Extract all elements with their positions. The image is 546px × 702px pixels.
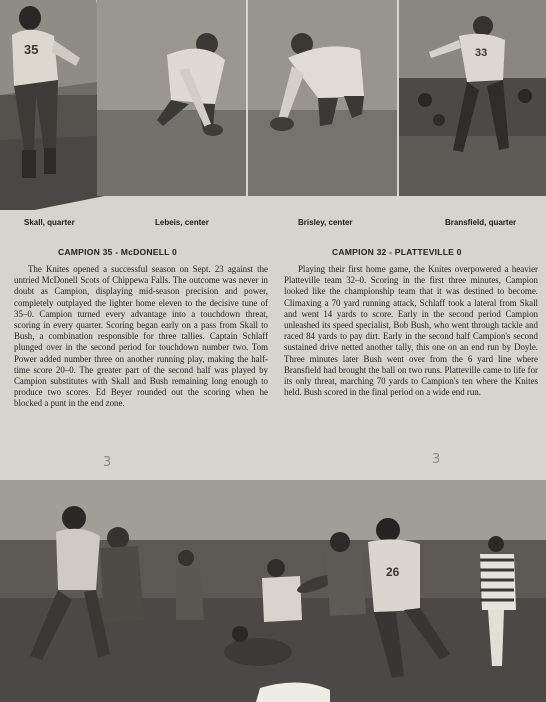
caption-lebeis: Lebeis, center (155, 218, 209, 227)
photo-game-action (0, 480, 546, 702)
article-heading-mcdonell: CAMPION 35 - McDONELL 0 (58, 247, 178, 257)
caption-brisley: Brisley, center (298, 218, 353, 227)
caption-bransfield: Bransfield, quarter (445, 218, 517, 227)
caption-skall: Skall, quarter (24, 218, 75, 227)
article-heading-platteville: CAMPION 32 - PLATTEVILLE 0 (332, 247, 462, 257)
jersey-number: 26 (386, 565, 400, 579)
photo-bransfield-quarter (399, 0, 546, 196)
article-body-platteville: Playing their first home game, the Knites overpowered a heavier Platteville team 32–0. Scoring in the first three minutes, Campion looked like the championship team that it was destined to become. Climaxing a 70 yard running attack, Schlaff took a lateral from Skall and went 14 yards to score. Early in the second period Campion unleashed its speed specialist, Bob Bush, who went through tackle and raced 84 yards to pay dirt. Early in the second half Campion's second sustained drive netted another tally, this one on an end run by Doyle. Three minutes later Bush went over from the 6 yard line where Bransfield had brought the ball on two runs. Platteville came to life for its only threat, marching 70 yards to Campion's ten where the Knites held. Bush scored in the final period on a wide end run. (284, 264, 538, 398)
jersey-number: 35 (24, 42, 39, 57)
photo-lebeis-center (97, 0, 246, 196)
photo-brisley-center (248, 0, 397, 196)
jersey-number: 33 (475, 47, 488, 59)
pencil-mark: 3 (103, 455, 112, 470)
article-body-mcdonell: The Knites opened a successful season on Sept. 23 against the untried McDonell Scots of Chippewa Falls. The outcome was never in doubt as Campion, displaying mid-season precision and power, completely outplayed the lighter home eleven to the decisive tune of 35–0. Campion turned every advantage into a touchdown threat, scoring in every quarter. Scoring began early on a pass from Skall to Bush, a combination responsible for three tallies. Captain Schlaff plunged over in the second period for touchdown number two. Tom Power added number three on another running play, making the half-time score 20–0. The greater part of the second half was played by Campion substitutes with Skall and Bush remaining long enough to produce two scores. Ed Beyer rounded out the scoring when he blocked a punt in the end zone. (14, 264, 268, 409)
pencil-mark: 3 (432, 452, 441, 467)
